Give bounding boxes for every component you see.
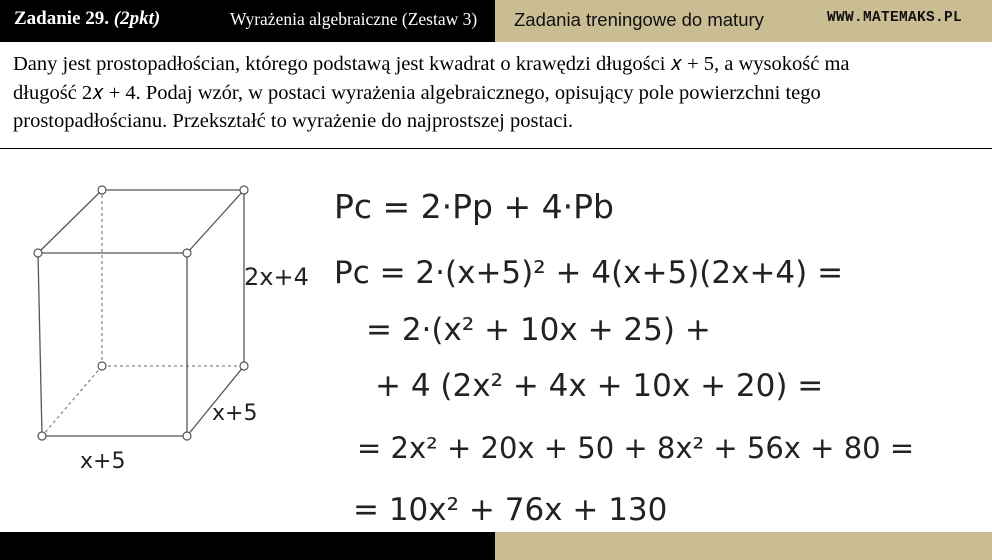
divider bbox=[0, 148, 992, 149]
height-label: 2x+4 bbox=[244, 263, 309, 291]
problem-line: Dany jest prostopadłościan, którego podstawą jest kwadrat o krawędzi długości 𝑥 + 5, a wysokość ma bbox=[13, 53, 850, 75]
solution-line-5: = 10x² + 76x + 130 bbox=[353, 492, 668, 528]
task-topic: Wyrażenia algebraiczne (Zestaw 3) bbox=[230, 9, 478, 29]
problem-statement bbox=[13, 50, 973, 136]
task-title bbox=[14, 8, 160, 30]
task-points: (2pkt) bbox=[113, 8, 161, 29]
section-title: Zadania treningowe do matury bbox=[514, 9, 764, 30]
footer-bar bbox=[0, 532, 992, 560]
header-right bbox=[495, 0, 992, 42]
solution-line-4: = 2x² + 20x + 50 + 8x² + 56x + 80 = bbox=[357, 431, 915, 465]
solution-line-2: = 2·(x² + 10x + 25) + bbox=[366, 312, 711, 348]
problem-line: prostopadłościanu. Przekształć to wyrażenie do najprostszej postaci. bbox=[13, 110, 574, 132]
width-label: x+5 bbox=[80, 449, 126, 474]
solution-line-1: Pc = 2·(x+5)² + 4(x+5)(2x+4) = bbox=[334, 255, 844, 291]
footer-right bbox=[495, 532, 992, 560]
header-left bbox=[0, 0, 495, 42]
site-logo: WWW.MATEMAKS.PL bbox=[826, 10, 962, 26]
solution-drawing bbox=[0, 150, 992, 530]
header-bar bbox=[0, 0, 992, 42]
solution-line-3: + 4 (2x² + 4x + 10x + 20) = bbox=[375, 368, 824, 404]
formula-line: Pc = 2·Pp + 4·Pb bbox=[334, 187, 614, 226]
problem-line: długość 2𝑥 + 4. Podaj wzór, w postaci wyrażenia algebraicznego, opisujący pole powierzchni tego bbox=[13, 81, 821, 104]
cuboid-figure bbox=[38, 190, 244, 436]
task-label: Zadanie 29. bbox=[14, 8, 110, 29]
depth-label: x+5 bbox=[212, 401, 258, 426]
footer-left bbox=[0, 532, 495, 560]
